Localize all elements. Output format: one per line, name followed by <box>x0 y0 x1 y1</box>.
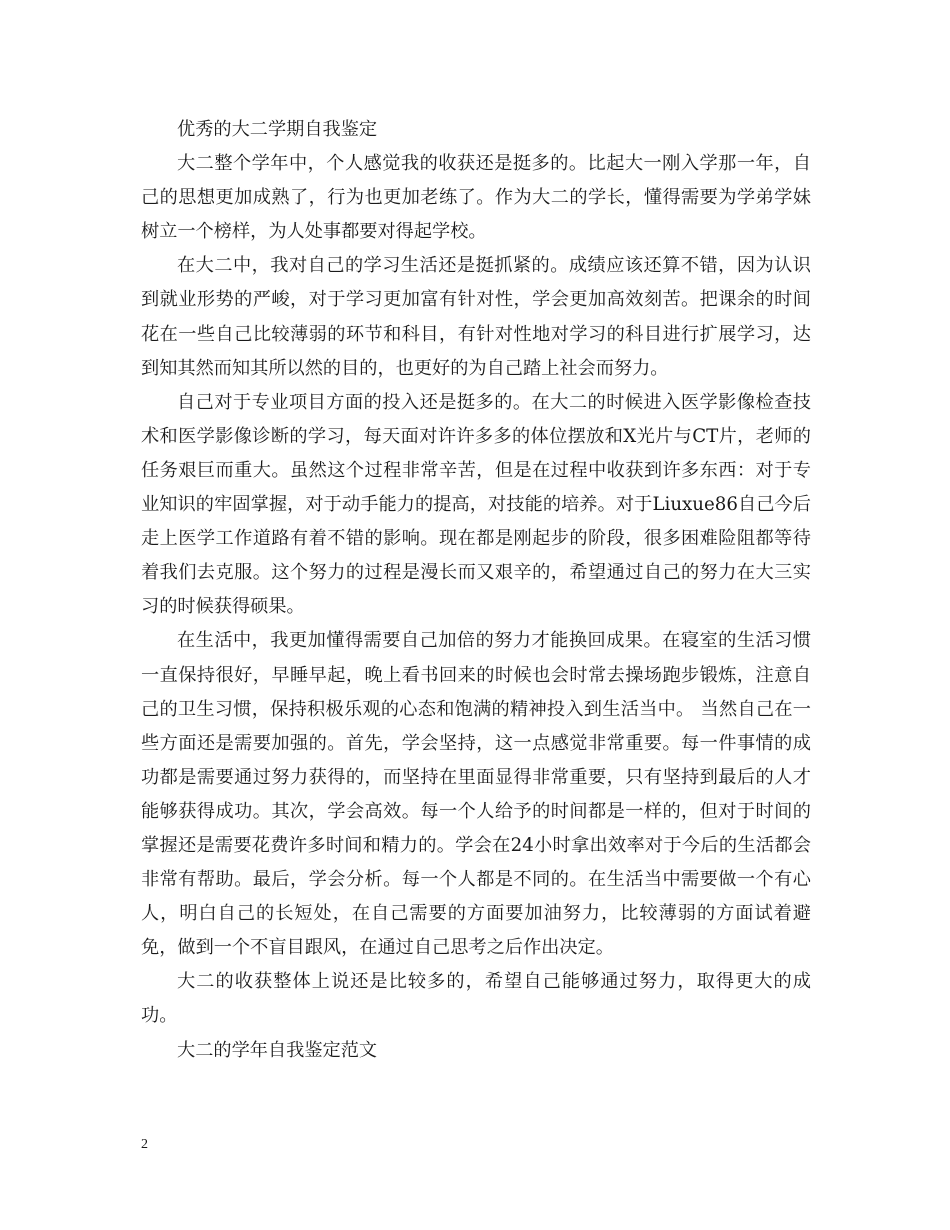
paragraph-2: 在大二中，我对自己的学习生活还是挺抓紧的。成绩应该还算不错，因为认识到就业形势的严峻，对于学习更加富有针对性，学会更加高效刻苦。把课余的时间花在一些自己比较薄弱的环节和科目，有针对性地对学习的科目进行扩展学习，达到知其然而知其所以然的目的，也更好的为自己踏上社会而努力。 <box>141 255 811 379</box>
paragraph-3: 自己对于专业项目方面的投入还是挺多的。在大二的时候进入医学影像检查技术和医学影像诊断的学习，每天面对许许多多的体位摆放和X光片与CT片，老师的任务艰巨而重大。虽然这个过程非常辛苦，但是在过程中收获到许多东西：对于专业知识的牢固掌握，对于动手能力的提高，对技能的培养。对于Liuxue86自己今后走上医学工作道路有着不错的影响。现在都是刚起步的阶段，很多困难险阻都等待着我们去克服。这个努力的过程是漫长而又艰辛的，希望通过自己的努力在大三实习的时候获得硕果。 <box>141 391 811 618</box>
paragraph-5: 大二的收获整体上说还是比较多的，希望自己能够通过努力，取得更大的成功。 <box>141 971 811 1027</box>
document-body <box>141 113 811 1068</box>
page-number: 2 <box>141 1137 148 1152</box>
section-heading: 大二的学年自我鉴定范文 <box>177 1039 378 1061</box>
document-title: 优秀的大二学期自我鉴定 <box>177 119 378 140</box>
paragraph-4: 在生活中，我更加懂得需要自己加倍的努力才能换回成果。在寝室的生活习惯一直保持很好，早睡早起，晚上看书回来的时候也会时常去操场跑步锻炼，注意自己的卫生习惯，保持积极乐观的心态和饱满的精神投入到生活当中。 当然自己在一些方面还是需要加强的。首先，学会坚持，这一点感觉非常重要。每一件事情的成功都是需要通过努力获得的，而坚持在里面显得非常重要，只有坚持到最后的人才能够获得成功。其次，学会高效。每一个人给予的时间都是一样的，但对于时间的掌握还是需要花费许多时间和精力的。学会在24小时拿出效率对于今后的生活都会非常有帮助。最后，学会分析。每一个人都是不同的。在生活当中需要做一个有心人，明白自己的长短处，在自己需要的方面要加油努力，比较薄弱的方面试着避免，做到一个不盲目跟风，在通过自己思考之后作出决定。 <box>141 630 811 959</box>
paragraph-1: 大二整个学年中，个人感觉我的收获还是挺多的。比起大一刚入学那一年，自己的思想更加成熟了，行为也更加老练了。作为大二的学长，懂得需要为学弟学妹树立一个榜样，为人处事都要对得起学校。 <box>141 153 811 243</box>
